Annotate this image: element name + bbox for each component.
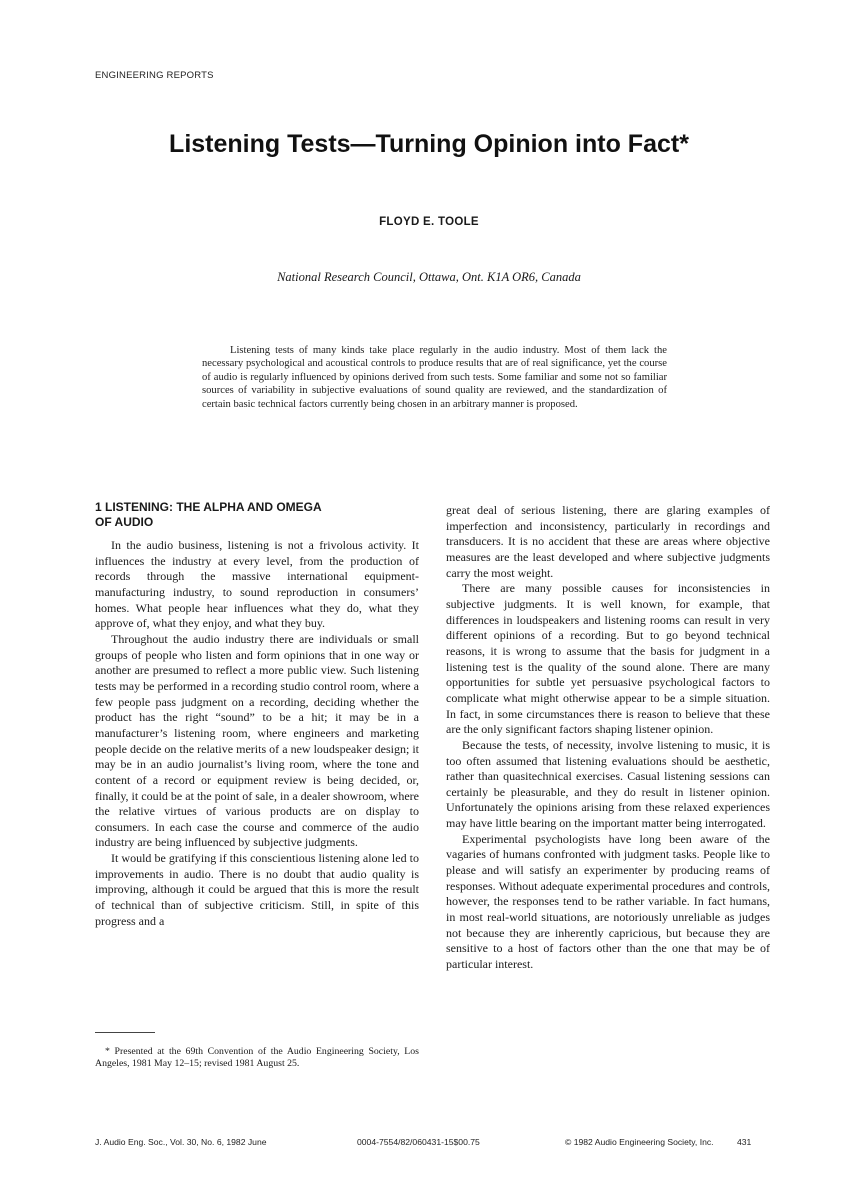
paragraph: In the audio business, listening is not a frivolous activity. It influences the industry at every level, from the production of records through the massive international equipment-manufacturing industry, to sound reproduction in consumers’ homes. What people hear influences what they do, what they approve of, what they enjoy, and what they buy. bbox=[95, 538, 419, 631]
left-column bbox=[95, 500, 419, 929]
section-heading-line-1: 1 LISTENING: THE ALPHA AND OMEGA bbox=[95, 500, 322, 514]
footer-copyright: © 1982 Audio Engineering Society, Inc. bbox=[565, 1137, 714, 1147]
paragraph: Experimental psychologists have long been aware of the vagaries of humans confronted with judgment tasks. People like to please and will satisfy an experimenter by producing reams of responses. Without adequate experimental procedures and controls, however, the responses tend to be rather variable. In fact humans, in most real-world situations, are notoriously unreliable as judges not because they are inherently capricious, but because they are sensitive to a host of factors other than the one that may be of particular interest. bbox=[446, 831, 770, 972]
footer-code: 0004-7554/82/060431-15$00.75 bbox=[357, 1137, 480, 1147]
section-heading-line-2: OF AUDIO bbox=[95, 515, 154, 529]
footer-journal: J. Audio Eng. Soc., Vol. 30, No. 6, 1982 June bbox=[95, 1137, 267, 1147]
author-name: FLOYD E. TOOLE bbox=[379, 216, 479, 228]
paragraph: Because the tests, of necessity, involve listening to music, it is too often assumed that listening evaluations should be aesthetic, rather than quasitechnical exercises. Casual listening sessions can certainly be pleasurable, and they do result in listener opinion. Unfortunately the opinions arising from these relaxed experiences may have little bearing on the important matter being interrogated. bbox=[446, 737, 770, 831]
author-affiliation: National Research Council, Ottawa, Ont. K1A OR6, Canada bbox=[277, 270, 581, 284]
footnote-divider bbox=[95, 1032, 155, 1033]
paragraph: great deal of serious listening, there are glaring examples of imperfection and inconsistency, particularly in recordings and transducers. It is no accident that these are areas where objective measures are the least developed and where subjective judgments carry the most weight. bbox=[446, 503, 770, 580]
footnote: * Presented at the 69th Convention of the Audio Engineering Society, Los Angeles, 1981 May 12–15; revised 1981 August 25. bbox=[95, 1046, 419, 1069]
section-label: ENGINEERING REPORTS bbox=[95, 70, 214, 81]
paragraph: Throughout the audio industry there are individuals or small groups of people who listen and form opinions that in one way or another are presumed to reflect a more public view. Such listening tests may be performed in a recording studio control room, where a few people pass judgment on a recording, deciding whether the product has the right “sound” to be a hit; it may be in a manufacturer’s listening room, where engineers and marketing people decide on the relative merits of a new loudspeaker design; it may be in an audio journalist’s living room, where the tone and content of a record or equipment review is being decided, or, finally, it could be at the point of sale, in a dealer showroom, where the relative virtues of various products are on display to consumers. In each case the course and commerce of the audio industry are being influenced by subjective judgments. bbox=[95, 631, 419, 850]
paragraph: There are many possible causes for inconsistencies in subjective judgments. It is well known, for example, that differences in loudspeakers and listening rooms can result in very different opinions of a recording. But to go beyond technical reasons, it is wrong to assume that the basis for judgment in a listening test is the quality of the sound alone. There are many opportunities for subtle yet persuasive psychological factors to complicate what might otherwise appear to be a simple situation. In fact, in some circumstances there is reason to believe that these are the only significant factors shaping listener opinion. bbox=[446, 581, 770, 737]
paper-title: Listening Tests—Turning Opinion into Fact* bbox=[169, 130, 689, 158]
right-column bbox=[446, 503, 770, 973]
section-heading bbox=[95, 500, 419, 530]
paragraph: It would be gratifying if this conscientious listening alone led to improvements in audio. There is no doubt that audio quality is improving, although it could be argued that this is more the result of technical than of subjective criticism. Still, in spite of this progress and a bbox=[95, 851, 419, 928]
abstract: Listening tests of many kinds take place regularly in the audio industry. Most of them lack the necessary psychological and acoustical controls to produce results that are of real significance, yet the course of audio is regularly influenced by opinions derived from such tests. Some familiar and some not so familiar sources of variability in subjective evaluations of sound quality are reviewed, and the standardization of certain basic technical factors currently being chosen in an arbitrary manner is proposed. bbox=[202, 345, 667, 410]
page-number: 431 bbox=[737, 1137, 752, 1147]
